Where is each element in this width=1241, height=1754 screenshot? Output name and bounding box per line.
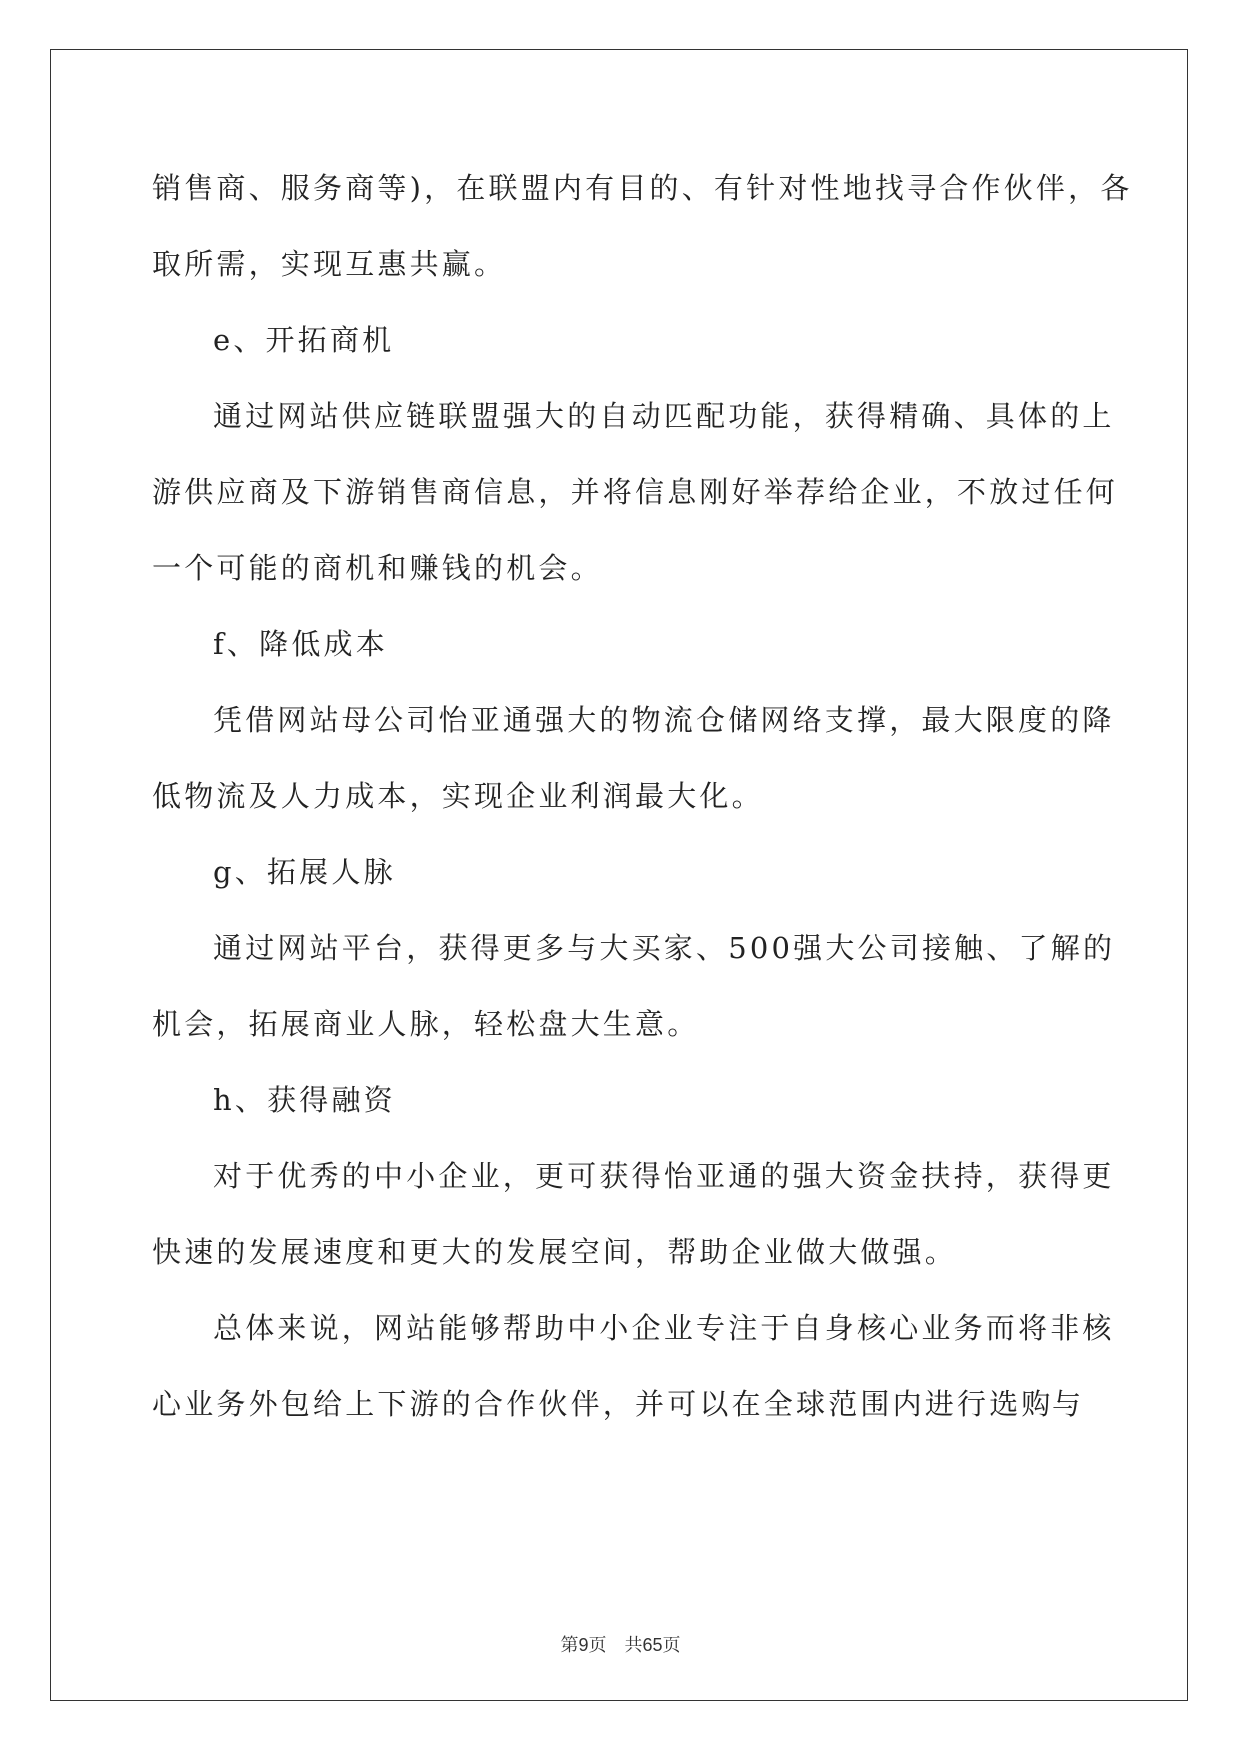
- paragraph-line: 通过网站供应链联盟强大的自动匹配功能，获得精确、具体的上: [213, 399, 1115, 433]
- section-heading: g、拓展人脉: [213, 855, 396, 889]
- section-heading: f、降低成本: [213, 627, 388, 661]
- paragraph-line: 快速的发展速度和更大的发展空间，帮助企业做大做强。: [152, 1235, 958, 1269]
- paragraph-line: 取所需，实现互惠共赢。: [152, 247, 507, 281]
- paragraph-line: 总体来说，网站能够帮助中小企业专注于自身核心业务而将非核: [213, 1311, 1115, 1345]
- paragraph-line: 游供应商及下游销售商信息，并将信息刚好举荐给企业，不放过任何: [152, 475, 1119, 509]
- section-heading: h、获得融资: [213, 1083, 396, 1117]
- paragraph-line: 通过网站平台，获得更多与大买家、500强大公司接触、了解的: [213, 931, 1116, 965]
- page-number: 第9页: [560, 1635, 607, 1655]
- paragraph-line-end: 与: [1052, 1387, 1085, 1421]
- paragraph-line: 凭借网站母公司怡亚通强大的物流仓储网络支撑，最大限度的降: [213, 703, 1115, 737]
- paragraph-line: 心业务外包给上下游的合作伙伴，并可以在全球范围内进行选购: [152, 1387, 1054, 1421]
- paragraph-line: 一个可能的商机和赚钱的机会。: [152, 551, 603, 585]
- paragraph-line: 对于优秀的中小企业，更可获得怡亚通的强大资金扶持，获得更: [213, 1159, 1115, 1193]
- total-pages: 共65页: [624, 1635, 681, 1655]
- paragraph-line: 机会，拓展商业人脉，轻松盘大生意。: [152, 1007, 700, 1041]
- paragraph-line: 低物流及人力成本，实现企业利润最大化。: [152, 779, 764, 813]
- section-heading: e、开拓商机: [213, 323, 395, 357]
- paragraph-line: 销售商、服务商等)，在联盟内有目的、有针对性地找寻合作伙伴，各: [152, 171, 1133, 205]
- page-footer: [0, 1631, 1241, 1657]
